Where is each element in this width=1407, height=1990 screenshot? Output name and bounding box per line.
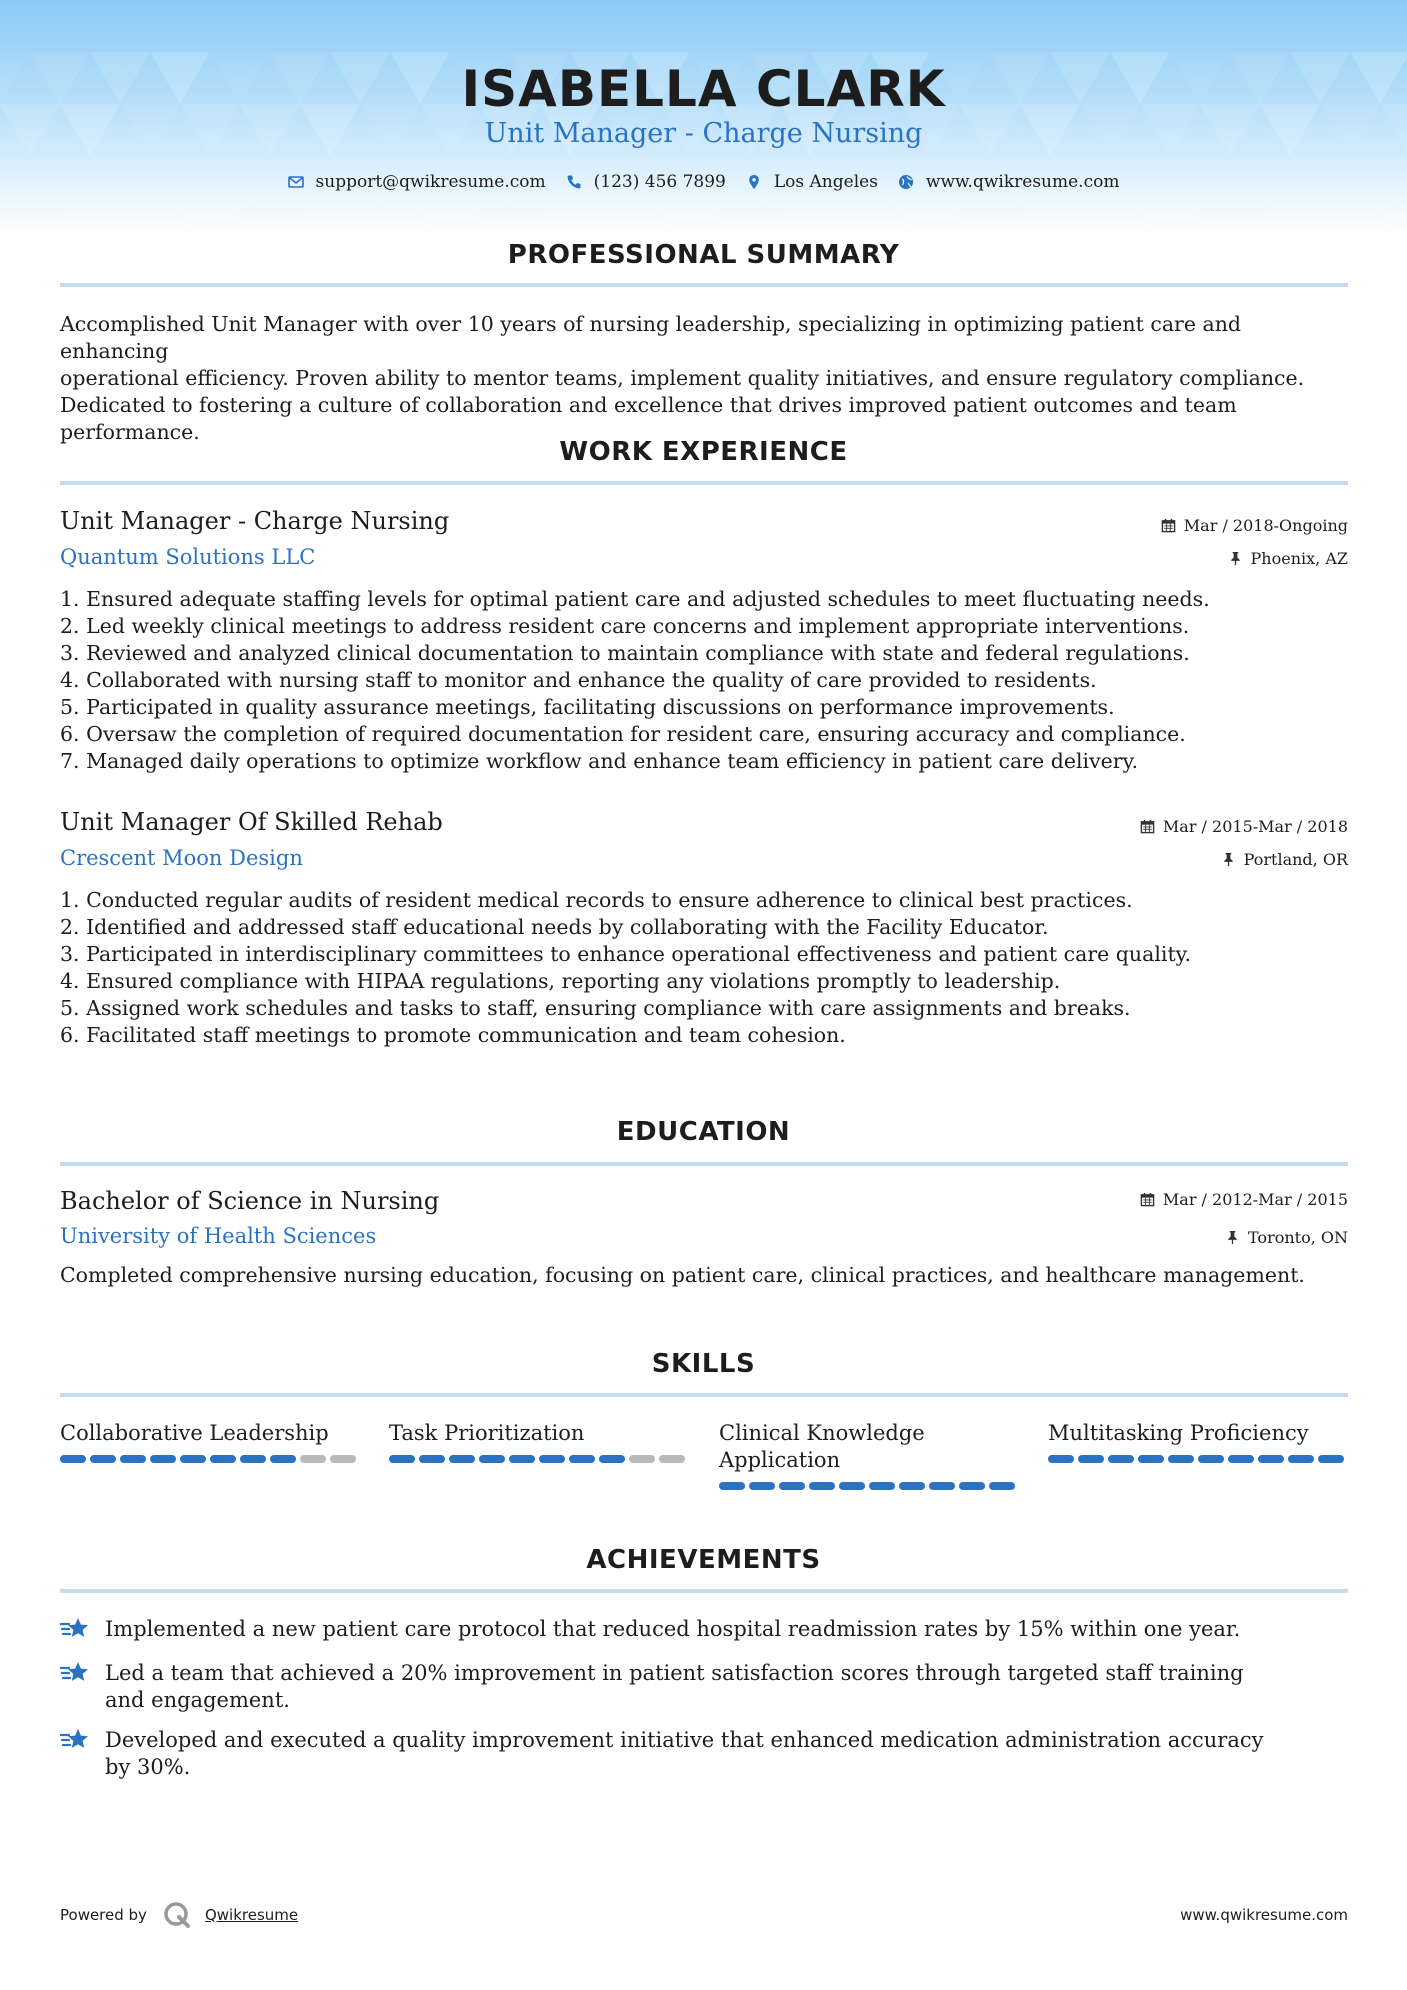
skill-item (719, 1420, 1019, 1490)
skill-level-segment (270, 1455, 296, 1463)
skill-name: Clinical Knowledge Application (719, 1421, 925, 1472)
job-dates (1140, 817, 1348, 836)
job-dates-text: Mar / 2018-Ongoing (1183, 516, 1348, 535)
list-item: 5. Participated in quality assurance meetings, facilitating discussions on performance improvements. (60, 695, 1115, 719)
skill-level-segment (240, 1455, 266, 1463)
contact-email[interactable] (288, 172, 546, 192)
skill-level-segment (449, 1455, 475, 1463)
summary-line: Dedicated to fostering a culture of collaboration and excellence that drives improved patient outcomes and team performance. (60, 393, 1237, 444)
achievement-text: Developed and executed a quality improvement initiative that enhanced medication administration accuracy by 30%. (105, 1728, 1264, 1779)
contact-website[interactable] (898, 172, 1120, 192)
skill-level-segment (180, 1455, 206, 1463)
contact-location-text: Los Angeles (773, 172, 878, 192)
summary-line: Accomplished Unit Manager with over 10 years of nursing leadership, specializing in optimizing patient care and enhancing (60, 312, 1242, 363)
company-name: Crescent Moon Design (60, 846, 303, 870)
skills-divider (60, 1393, 1348, 1397)
job-location (1228, 549, 1348, 568)
list-item: 4. Collaborated with nursing staff to monitor and enhance the quality of care provided to residents. (60, 668, 1097, 692)
brand-link[interactable]: Qwikresume (204, 1906, 299, 1924)
skill-level-segment (479, 1455, 505, 1463)
education-location (1225, 1228, 1348, 1247)
achievements-divider (60, 1589, 1348, 1593)
list-item (60, 1616, 1285, 1644)
skill-level-segment (959, 1482, 985, 1490)
list-item: 4. Ensured compliance with HIPAA regulations, reporting any violations promptly to leadership. (60, 969, 1061, 993)
job-title: Unit Manager - Charge Nursing (60, 507, 450, 535)
list-item: 6. Facilitated staff meetings to promote communication and team cohesion. (60, 1023, 846, 1047)
calendar-icon (1161, 518, 1176, 533)
footer-website-link[interactable]: www.qwikresume.com (1180, 1906, 1348, 1924)
map-pin-icon (746, 174, 762, 190)
calendar-icon (1140, 819, 1155, 834)
list-item: 1. Conducted regular audits of resident medical records to ensure adherence to clinical best practices. (60, 888, 1133, 912)
education-dates-text: Mar / 2012-Mar / 2015 (1162, 1190, 1348, 1209)
skill-name: Task Prioritization (389, 1421, 585, 1445)
summary-divider (60, 283, 1348, 287)
powered-by-label: Powered by (60, 1906, 147, 1924)
skill-level-segment (929, 1482, 955, 1490)
experience-divider (60, 481, 1348, 485)
skill-level-segment (120, 1455, 146, 1463)
job-dates (1161, 516, 1348, 535)
skill-level-segment (509, 1455, 535, 1463)
skill-level-segment (899, 1482, 925, 1490)
skill-item (60, 1420, 360, 1463)
skill-level-segment (1258, 1455, 1284, 1463)
skill-level-segment (989, 1482, 1015, 1490)
skill-name: Multitasking Proficiency (1048, 1421, 1309, 1445)
list-item: 6. Oversaw the completion of required documentation for resident care, ensuring accuracy and compliance. (60, 722, 1186, 746)
contact-website-text: www.qwikresume.com (925, 172, 1120, 192)
skill-level-segment (1318, 1455, 1344, 1463)
experience-heading: WORK EXPERIENCE (559, 437, 848, 467)
job-location (1221, 850, 1348, 869)
list-item: 2. Led weekly clinical meetings to address resident care concerns and implement appropriate interventions. (60, 614, 1190, 638)
list-item: 3. Participated in interdisciplinary committees to enhance operational effectiveness and patient care quality. (60, 942, 1192, 966)
skill-level-segment (1228, 1455, 1254, 1463)
contact-location (746, 172, 878, 192)
company-name: Quantum Solutions LLC (60, 545, 316, 569)
contact-bar (0, 172, 1407, 192)
skill-level-segment (419, 1455, 445, 1463)
list-item: 1. Ensured adequate staffing levels for optimal patient care and adjusted schedules to meet fluctuating needs. (60, 587, 1210, 611)
education-location-text: Toronto, ON (1248, 1228, 1348, 1247)
skill-level-segment (1078, 1455, 1104, 1463)
summary-heading: PROFESSIONAL SUMMARY (507, 240, 900, 270)
skill-level-segment (869, 1482, 895, 1490)
star-icon (60, 1614, 90, 1644)
skill-level-segment (1288, 1455, 1314, 1463)
education-divider (60, 1162, 1348, 1166)
candidate-role: Unit Manager - Charge Nursing (484, 118, 923, 149)
skill-level-segment (1108, 1455, 1134, 1463)
skill-level-segment (749, 1482, 775, 1490)
skill-item (1048, 1420, 1348, 1463)
skill-level-segment (779, 1482, 805, 1490)
summary-line: operational efficiency. Proven ability to mentor teams, implement quality initiatives, and ensure regulatory compliance. (60, 366, 1305, 390)
skill-level-segment (150, 1455, 176, 1463)
skill-level-segment (1168, 1455, 1194, 1463)
envelope-icon (288, 174, 304, 190)
job-location-text: Portland, OR (1243, 850, 1348, 869)
skill-level-segment (1138, 1455, 1164, 1463)
achievement-text: Implemented a new patient care protocol that reduced hospital readmission rates by 15% within one year. (105, 1617, 1241, 1641)
skill-level-segment (719, 1482, 745, 1490)
job-location-text: Phoenix, AZ (1250, 549, 1348, 568)
footer-powered-by (60, 1901, 298, 1929)
skill-level-bar (60, 1455, 360, 1463)
skill-level-segment (809, 1482, 835, 1490)
skill-level-segment (60, 1455, 86, 1463)
list-item: 5. Assigned work schedules and tasks to staff, ensuring compliance with care assignments and breaks. (60, 996, 1131, 1020)
skill-level-segment (539, 1455, 565, 1463)
skill-level-segment (389, 1455, 415, 1463)
list-item: 2. Identified and addressed staff educational needs by collaborating with the Facility Educator. (60, 915, 1049, 939)
skill-level-segment (839, 1482, 865, 1490)
resume-header (0, 0, 1407, 240)
star-icon (60, 1725, 90, 1755)
skill-level-segment (659, 1455, 685, 1463)
list-item: 7. Managed daily operations to optimize workflow and enhance team efficiency in patient care delivery. (60, 749, 1138, 773)
contact-phone[interactable] (566, 172, 726, 192)
education-description: Completed comprehensive nursing education, focusing on patient care, clinical practices, and healthcare management. (60, 1263, 1305, 1287)
skill-level-bar (389, 1455, 689, 1463)
skill-level-segment (599, 1455, 625, 1463)
skill-item (389, 1420, 689, 1463)
skill-level-bar (719, 1482, 1019, 1490)
pushpin-icon (1225, 1230, 1240, 1245)
list-item (60, 1727, 1285, 1781)
education-dates (1140, 1190, 1348, 1209)
achievement-text: Led a team that achieved a 20% improvement in patient satisfaction scores through targeted staff training and engagement. (105, 1661, 1244, 1712)
contact-email-text: support@qwikresume.com (315, 172, 546, 192)
skills-heading: SKILLS (651, 1349, 756, 1379)
list-item (60, 1660, 1285, 1714)
pushpin-icon (1221, 852, 1236, 867)
education-heading: EDUCATION (616, 1117, 791, 1147)
job-dates-text: Mar / 2015-Mar / 2018 (1162, 817, 1348, 836)
job-responsibilities (60, 586, 1350, 775)
skill-level-segment (629, 1455, 655, 1463)
star-icon (60, 1658, 90, 1688)
skill-name: Collaborative Leadership (60, 1421, 329, 1445)
qwikresume-logo-icon (163, 1901, 191, 1929)
skill-level-segment (1048, 1455, 1074, 1463)
achievements-heading: ACHIEVEMENTS (586, 1545, 821, 1575)
contact-phone-text: (123) 456 7899 (593, 172, 726, 192)
skill-level-segment (210, 1455, 236, 1463)
list-item: 3. Reviewed and analyzed clinical documentation to maintain compliance with state and federal regulations. (60, 641, 1190, 665)
summary-text (60, 311, 1350, 446)
degree-title: Bachelor of Science in Nursing (60, 1187, 440, 1215)
globe-icon (898, 174, 914, 190)
skill-level-segment (300, 1455, 326, 1463)
candidate-name: ISABELLA CLARK (461, 60, 946, 118)
pushpin-icon (1228, 551, 1243, 566)
skill-level-segment (569, 1455, 595, 1463)
job-title: Unit Manager Of Skilled Rehab (60, 808, 443, 836)
skill-level-segment (90, 1455, 116, 1463)
school-name: University of Health Sciences (60, 1224, 377, 1248)
calendar-icon (1140, 1192, 1155, 1207)
skill-level-segment (1198, 1455, 1224, 1463)
phone-icon (566, 174, 582, 190)
skill-level-bar (1048, 1455, 1348, 1463)
skill-level-segment (330, 1455, 356, 1463)
job-responsibilities (60, 887, 1350, 1049)
